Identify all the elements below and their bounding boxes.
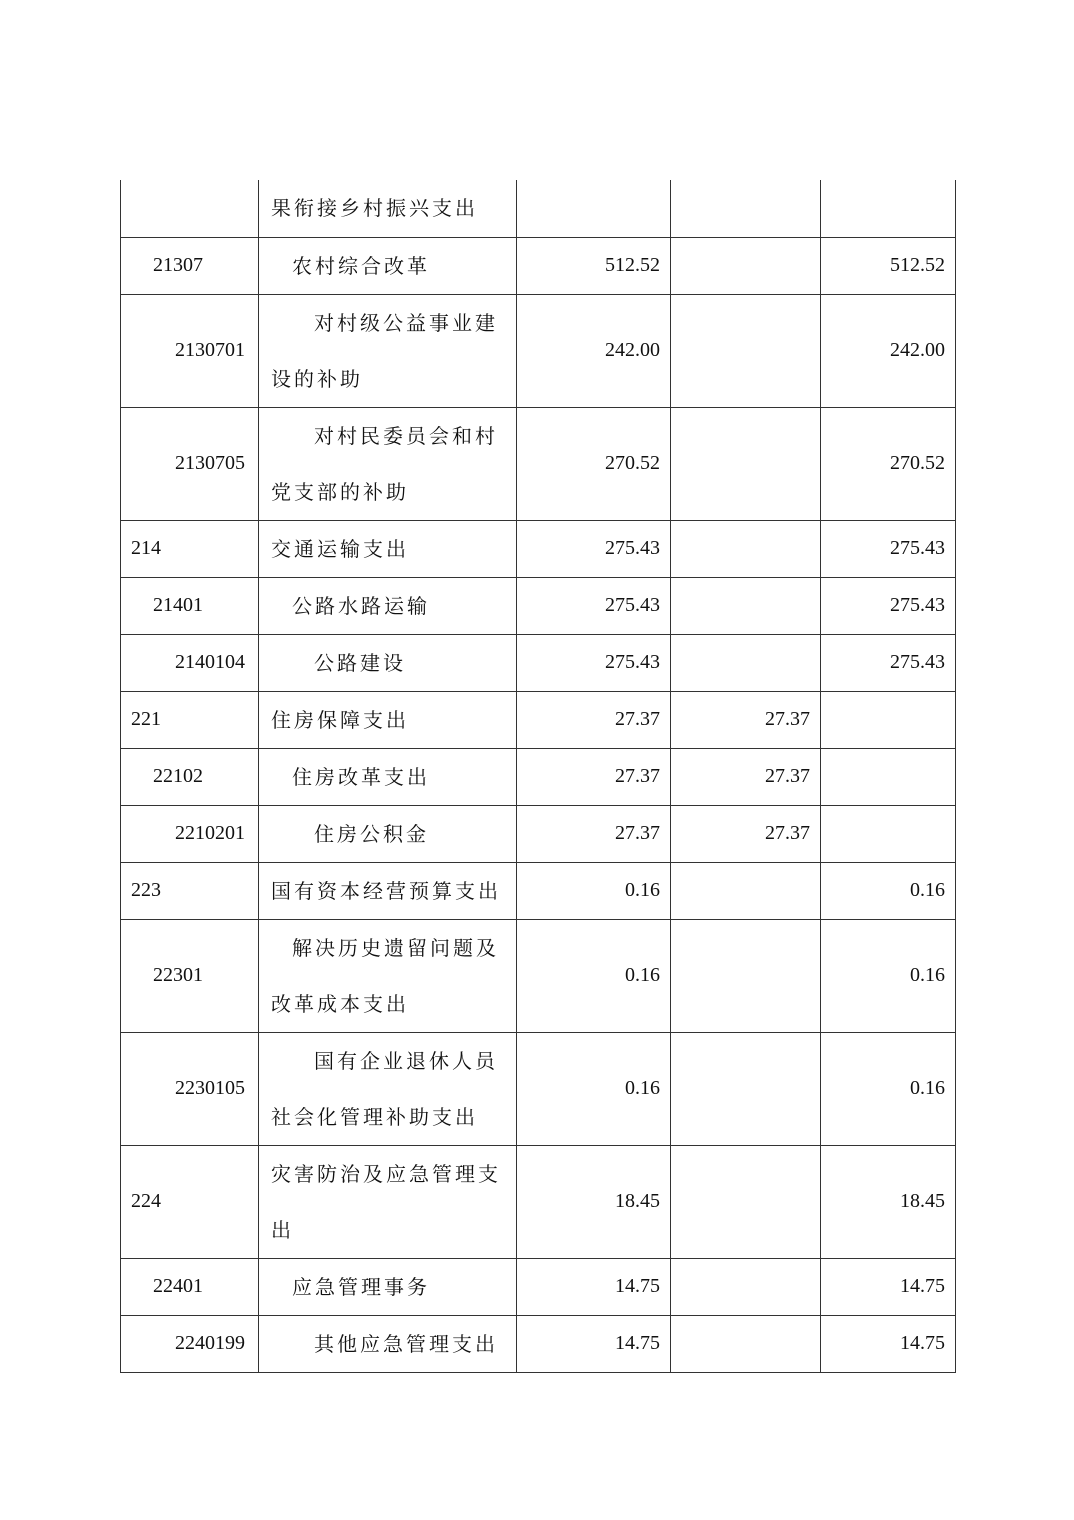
- basic-expenditure-cell: [671, 634, 821, 691]
- project-expenditure-cell: 0.16: [821, 919, 956, 1032]
- subject-code-cell: 22102: [121, 748, 259, 805]
- basic-expenditure-cell: 27.37: [671, 748, 821, 805]
- basic-expenditure-cell: [671, 1145, 821, 1258]
- subject-name-cell: 交通运输支出: [259, 520, 517, 577]
- basic-expenditure-cell: [671, 1258, 821, 1315]
- subject-code-cell: 22301: [121, 919, 259, 1032]
- subject-name-cell: 灾害防治及应急管理支出: [259, 1145, 517, 1258]
- total-amount-cell: 27.37: [517, 691, 671, 748]
- total-amount-cell: 18.45: [517, 1145, 671, 1258]
- table-row: [121, 919, 956, 1032]
- subject-code-cell: 21307: [121, 237, 259, 294]
- subject-name-cell: 应急管理事务: [259, 1258, 517, 1315]
- table-row: [121, 237, 956, 294]
- total-amount-cell: 242.00: [517, 294, 671, 407]
- subject-name-cell: 对村级公益事业建设的补助: [259, 294, 517, 407]
- basic-expenditure-cell: [671, 577, 821, 634]
- table-row: [121, 862, 956, 919]
- table-row: [121, 1315, 956, 1372]
- subject-name-cell: 公路水路运输: [259, 577, 517, 634]
- project-expenditure-cell: [821, 805, 956, 862]
- subject-name-cell: 农村综合改革: [259, 237, 517, 294]
- project-expenditure-cell: [821, 691, 956, 748]
- basic-expenditure-cell: [671, 1032, 821, 1145]
- subject-code-cell: [121, 180, 259, 237]
- total-amount-cell: 0.16: [517, 1032, 671, 1145]
- subject-code-cell: 2140104: [121, 634, 259, 691]
- subject-name-cell: 公路建设: [259, 634, 517, 691]
- table-row: [121, 634, 956, 691]
- table-row: [121, 520, 956, 577]
- basic-expenditure-cell: [671, 237, 821, 294]
- subject-code-cell: 2230105: [121, 1032, 259, 1145]
- project-expenditure-cell: [821, 180, 956, 237]
- subject-name-cell: 解决历史遗留问题及改革成本支出: [259, 919, 517, 1032]
- table-body: [121, 180, 956, 1372]
- subject-name-cell: 住房保障支出: [259, 691, 517, 748]
- project-expenditure-cell: 0.16: [821, 862, 956, 919]
- subject-code-cell: 21401: [121, 577, 259, 634]
- total-amount-cell: 270.52: [517, 407, 671, 520]
- basic-expenditure-cell: [671, 407, 821, 520]
- subject-name-cell: 住房改革支出: [259, 748, 517, 805]
- project-expenditure-cell: 275.43: [821, 577, 956, 634]
- subject-code-cell: 223: [121, 862, 259, 919]
- project-expenditure-cell: 18.45: [821, 1145, 956, 1258]
- project-expenditure-cell: 0.16: [821, 1032, 956, 1145]
- total-amount-cell: 14.75: [517, 1315, 671, 1372]
- project-expenditure-cell: 270.52: [821, 407, 956, 520]
- total-amount-cell: 27.37: [517, 805, 671, 862]
- basic-expenditure-cell: [671, 862, 821, 919]
- subject-code-cell: 224: [121, 1145, 259, 1258]
- total-amount-cell: 275.43: [517, 577, 671, 634]
- table-row: [121, 805, 956, 862]
- subject-code-cell: 2240199: [121, 1315, 259, 1372]
- subject-name-cell: 果衔接乡村振兴支出: [259, 180, 517, 237]
- project-expenditure-cell: 512.52: [821, 237, 956, 294]
- total-amount-cell: 27.37: [517, 748, 671, 805]
- total-amount-cell: 275.43: [517, 634, 671, 691]
- subject-code-cell: 2130701: [121, 294, 259, 407]
- table-row: [121, 748, 956, 805]
- subject-code-cell: 221: [121, 691, 259, 748]
- subject-name-cell: 其他应急管理支出: [259, 1315, 517, 1372]
- budget-expenditure-table: [120, 180, 956, 1373]
- project-expenditure-cell: 275.43: [821, 520, 956, 577]
- basic-expenditure-cell: 27.37: [671, 805, 821, 862]
- table-row: [121, 577, 956, 634]
- basic-expenditure-cell: [671, 294, 821, 407]
- total-amount-cell: 0.16: [517, 919, 671, 1032]
- table-row: [121, 407, 956, 520]
- project-expenditure-cell: 242.00: [821, 294, 956, 407]
- total-amount-cell: [517, 180, 671, 237]
- total-amount-cell: 0.16: [517, 862, 671, 919]
- project-expenditure-cell: [821, 748, 956, 805]
- total-amount-cell: 275.43: [517, 520, 671, 577]
- subject-name-cell: 国有资本经营预算支出: [259, 862, 517, 919]
- table-row: [121, 180, 956, 237]
- subject-name-cell: 对村民委员会和村党支部的补助: [259, 407, 517, 520]
- subject-code-cell: 214: [121, 520, 259, 577]
- table-row: [121, 1258, 956, 1315]
- table-row: [121, 1145, 956, 1258]
- basic-expenditure-cell: [671, 180, 821, 237]
- project-expenditure-cell: 14.75: [821, 1315, 956, 1372]
- subject-name-cell: 住房公积金: [259, 805, 517, 862]
- subject-code-cell: 2130705: [121, 407, 259, 520]
- subject-code-cell: 2210201: [121, 805, 259, 862]
- project-expenditure-cell: 275.43: [821, 634, 956, 691]
- basic-expenditure-cell: [671, 520, 821, 577]
- table-row: [121, 691, 956, 748]
- table-row: [121, 1032, 956, 1145]
- total-amount-cell: 14.75: [517, 1258, 671, 1315]
- subject-code-cell: 22401: [121, 1258, 259, 1315]
- total-amount-cell: 512.52: [517, 237, 671, 294]
- project-expenditure-cell: 14.75: [821, 1258, 956, 1315]
- table-row: [121, 294, 956, 407]
- basic-expenditure-cell: [671, 1315, 821, 1372]
- basic-expenditure-cell: 27.37: [671, 691, 821, 748]
- subject-name-cell: 国有企业退休人员社会化管理补助支出: [259, 1032, 517, 1145]
- basic-expenditure-cell: [671, 919, 821, 1032]
